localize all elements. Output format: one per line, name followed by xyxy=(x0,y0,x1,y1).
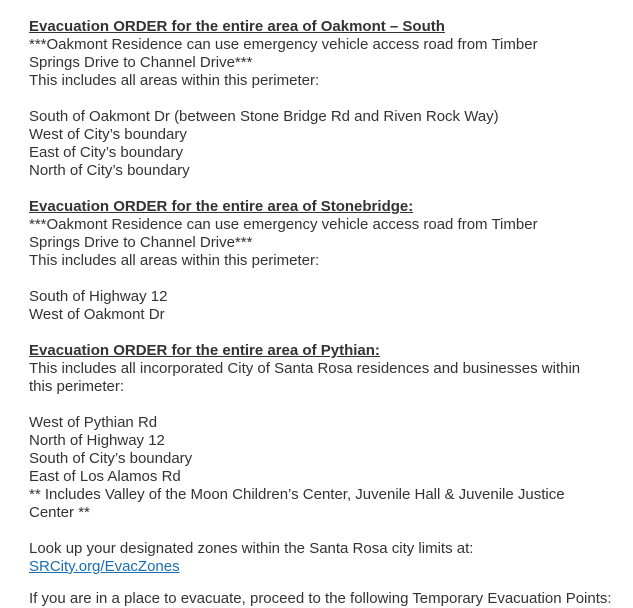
includes-note-cont: Center ** xyxy=(29,504,90,521)
access-road-note: ***Oakmont Residence can use emergency vehicle access road from Timber xyxy=(29,216,538,233)
lookup-text: Look up your designated zones within the Santa Rosa city limits at: xyxy=(29,540,474,557)
perimeter-bound: West of Pythian Rd xyxy=(29,414,158,431)
perimeter-bound: East of City’s boundary xyxy=(29,144,183,161)
perimeter-bound: North of City’s boundary xyxy=(29,162,190,179)
section-oakmont-south xyxy=(29,18,609,180)
perimeter-intro: This includes all incorporated City of Santa Rosa residences and businesses within xyxy=(29,360,581,377)
access-road-note-cont: Springs Drive to Channel Drive*** xyxy=(29,234,253,251)
temporary-evacuation-points-intro: If you are in a place to evacuate, proceed to the following Temporary Evacuation Points: xyxy=(29,590,612,607)
zone-lookup xyxy=(29,540,609,576)
evacuation-notice xyxy=(29,18,609,576)
perimeter-bound: South of City’s boundary xyxy=(29,450,193,467)
perimeter-intro: This includes all areas within this perimeter: xyxy=(29,72,320,89)
section-heading: Evacuation ORDER for the entire area of Pythian: xyxy=(29,342,380,359)
evac-zones-link[interactable]: SRCity.org/EvacZones xyxy=(29,558,180,575)
section-heading: Evacuation ORDER for the entire area of Stonebridge: xyxy=(29,198,414,215)
perimeter-bound: South of Oakmont Dr (between Stone Bridge Rd and Riven Rock Way) xyxy=(29,108,499,125)
section-stonebridge xyxy=(29,198,609,324)
perimeter-bound: West of Oakmont Dr xyxy=(29,306,165,323)
perimeter-bound: South of Highway 12 xyxy=(29,288,168,305)
section-heading: Evacuation ORDER for the entire area of Oakmont – South xyxy=(29,18,445,35)
perimeter-bound: West of City’s boundary xyxy=(29,126,187,143)
access-road-note: ***Oakmont Residence can use emergency vehicle access road from Timber xyxy=(29,36,538,53)
section-pythian xyxy=(29,342,609,522)
access-road-note-cont: Springs Drive to Channel Drive*** xyxy=(29,54,253,71)
perimeter-intro-cont: this perimeter: xyxy=(29,378,125,395)
perimeter-intro: This includes all areas within this perimeter: xyxy=(29,252,320,269)
perimeter-bound: East of Los Alamos Rd xyxy=(29,468,181,485)
includes-note: ** Includes Valley of the Moon Children’s Center, Juvenile Hall & Juvenile Justice xyxy=(29,486,565,503)
perimeter-bound: North of Highway 12 xyxy=(29,432,165,449)
